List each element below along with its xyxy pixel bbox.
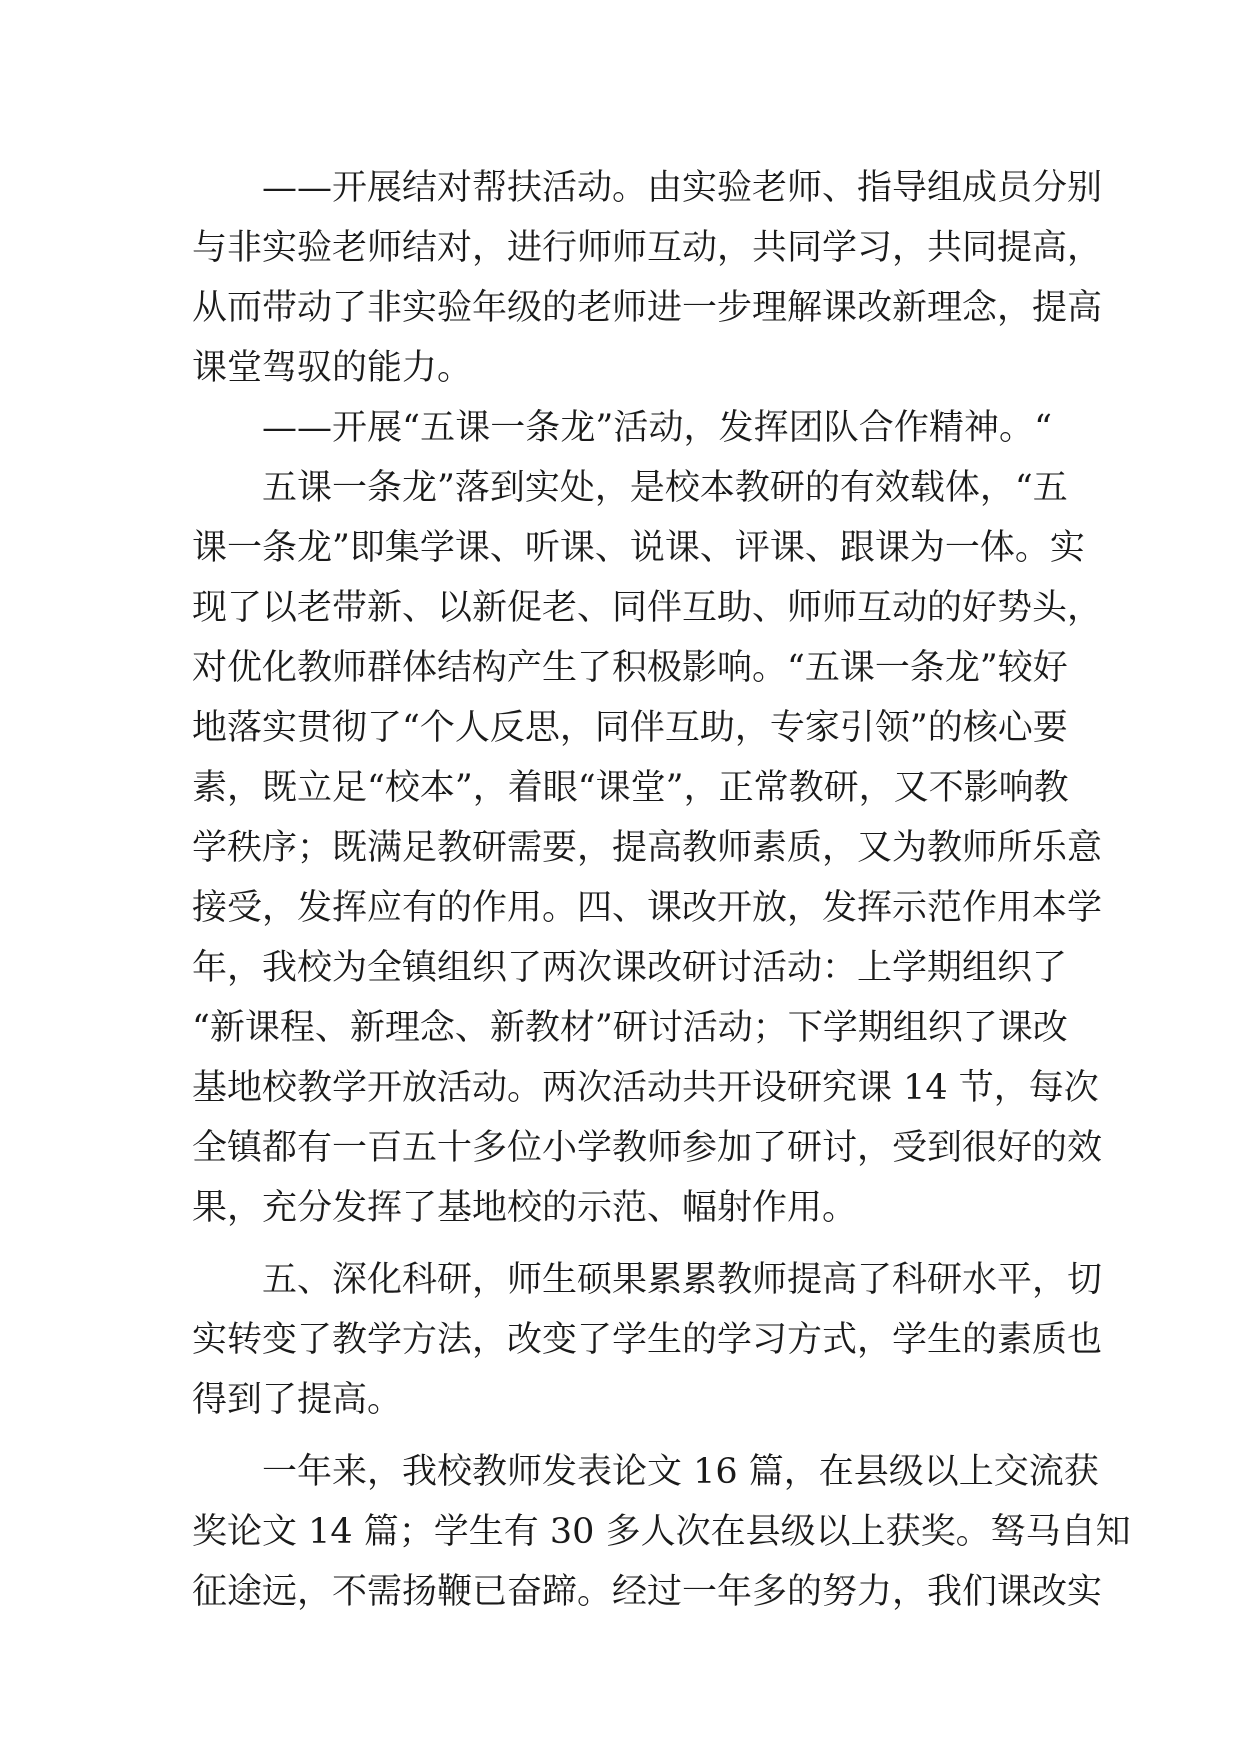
- text-line: 得到了提高。: [192, 1380, 403, 1420]
- text-line: 素，既立足“校本”，着眼“课堂”，正常教研，又不影响教: [192, 768, 1069, 808]
- text-line: 一年来，我校教师发表论文 16 篇，在县级以上交流获: [262, 1452, 1099, 1492]
- body-text: [192, 158, 1131, 1622]
- text-line: 五课一条龙”落到实处，是校本教研的有效载体，“五: [262, 468, 1068, 508]
- text-line: 全镇都有一百五十多位小学教师参加了研讨，受到很好的效: [192, 1128, 1103, 1168]
- text-line: 对优化教师群体结构产生了积极影响。“五课一条龙”较好: [192, 648, 1068, 688]
- text-line: 课堂驾驭的能力。: [192, 348, 473, 388]
- text-line: 地落实贯彻了“个人反思，同伴互助，专家引领”的核心要: [192, 708, 1068, 748]
- text-line: 五、深化科研，师生硕果累累教师提高了科研水平，切: [262, 1260, 1103, 1300]
- text-line: 征途远，不需扬鞭已奋蹄。经过一年多的努力，我们课改实: [192, 1572, 1103, 1612]
- text-line: 现了以老带新、以新促老、同伴互助、师师互动的好势头，: [192, 588, 1103, 628]
- text-line: 课一条龙”即集学课、听课、说课、评课、跟课为一体。实: [192, 528, 1085, 568]
- text-line: 基地校教学开放活动。两次活动共开设研究课 14 节，每次: [192, 1068, 1099, 1108]
- text-line: 与非实验老师结对，进行师师互动，共同学习，共同提高，: [192, 228, 1103, 268]
- text-line: 年，我校为全镇组织了两次课改研讨活动：上学期组织了: [192, 948, 1068, 988]
- paragraph-gap: [192, 1238, 1052, 1250]
- paragraph-gap: [192, 1430, 1052, 1442]
- text-line: 从而带动了非实验年级的老师进一步理解课改新理念，提高: [192, 288, 1103, 328]
- text-line: 学秩序；既满足教研需要，提高教师素质，又为教师所乐意: [192, 828, 1103, 868]
- text-line: 接受，发挥应有的作用。四、课改开放，发挥示范作用本学: [192, 888, 1103, 928]
- text-line: ——开展“五课一条龙”活动，发挥团队合作精神。“: [262, 408, 1052, 448]
- text-line: 果，充分发挥了基地校的示范、幅射作用。: [192, 1188, 858, 1228]
- text-line: ——开展结对帮扶活动。由实验老师、指导组成员分别: [262, 168, 1103, 208]
- text-line: 奖论文 14 篇；学生有 30 多人次在县级以上获奖。驽马自知: [192, 1512, 1131, 1552]
- text-line: 实转变了教学方法，改变了学生的学习方式，学生的素质也: [192, 1320, 1103, 1360]
- text-line: “新课程、新理念、新教材”研讨活动；下学期组织了课改: [192, 1008, 1068, 1048]
